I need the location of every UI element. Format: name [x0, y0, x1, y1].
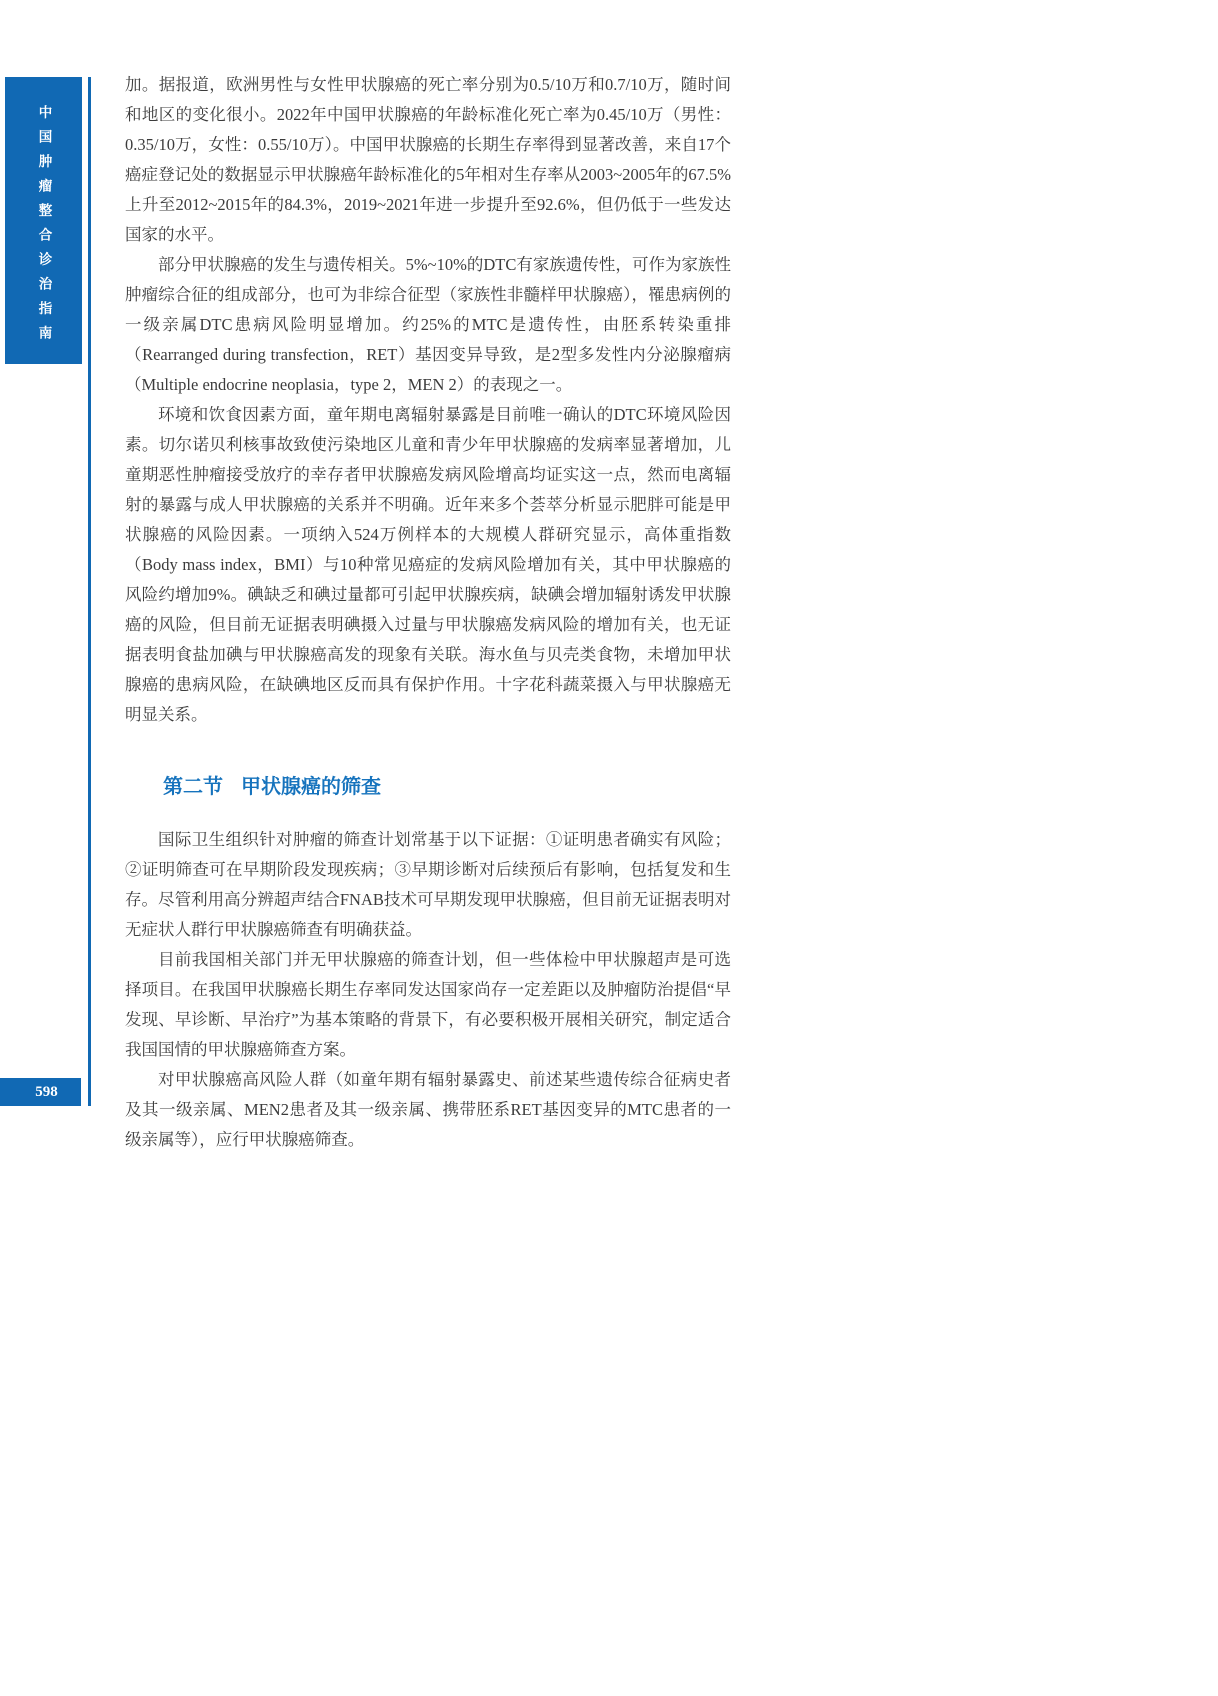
paragraph: 国际卫生组织针对肿瘤的筛查计划常基于以下证据：①证明患者确实有风险；②证明筛查可在早期阶段发现疾病；③早期诊断对后续预后有影响，包括复发和生存。尽管利用高分辨超声结合FNAB技术可早期发现甲状腺癌，但目前无证据表明对无症状人群行甲状腺癌筛查有明确获益。 [125, 830, 731, 939]
paragraph: 部分甲状腺癌的发生与遗传相关。5%~10%的DTC有家族遗传性，可作为家族性肿瘤综合征的组成部分，也可为非综合征型（家族性非髓样甲状腺癌），罹患病例的一级亲属DTC患病风险明显增加。约25%的MTC是遗传性，由胚系转染重排（Rearranged during transfection，RET）基因变异导致，是2型多发性内分泌腺瘤病（Multiple endocrine neoplasia，type 2，MEN 2）的表现之一。 [125, 255, 731, 394]
section-title: 甲状腺癌的筛查 [241, 776, 381, 798]
section-number: 第二节 [163, 776, 223, 798]
book-spine-title: 中国肿瘤整合诊治指南 [36, 105, 52, 350]
page-number-badge: 598 [0, 1078, 81, 1106]
paragraph: 对甲状腺癌高风险人群（如童年期有辐射暴露史、前述某些遗传综合征病史者及其一级亲属、MEN2患者及其一级亲属、携带胚系RET基因变异的MTC患者的一级亲属等），应行甲状腺癌筛查。 [125, 1070, 731, 1149]
margin-divider-line [88, 77, 91, 1106]
paragraph: 加。据报道，欧洲男性与女性甲状腺癌的死亡率分别为0.5/10万和0.7/10万，随时间和地区的变化很小。2022年中国甲状腺癌的年龄标准化死亡率为0.45/10万（男性：0.35/10万，女性：0.55/10万）。中国甲状腺癌的长期生存率得到显著改善，来自17个癌症登记处的数据显示甲状腺癌年龄标准化的5年相对生存率从2003~2005年的67.5%上升至2012~2015年的84.3%，2019~2021年进一步提升至92.6%，但仍低于一些发达国家的水平。 [125, 75, 731, 244]
paragraph: 环境和饮食因素方面，童年期电离辐射暴露是目前唯一确认的DTC环境风险因素。切尔诺贝利核事故致使污染地区儿童和青少年甲状腺癌的发病率显著增加，儿童期恶性肿瘤接受放疗的幸存者甲状腺癌发病风险增高均证实这一点，然而电离辐射的暴露与成人甲状腺癌的关系并不明确。近年来多个荟萃分析显示肥胖可能是甲状腺癌的风险因素。一项纳入524万例样本的大规模人群研究显示，高体重指数（Body mass index，BMI）与10种常见癌症的发病风险增加有关，其中甲状腺癌的风险约增加9%。碘缺乏和碘过量都可引起甲状腺疾病，缺碘会增加辐射诱发甲状腺癌的风险，但目前无证据表明碘摄入过量与甲状腺癌发病风险的增加有关，也无证据表明食盐加碘与甲状腺癌高发的现象有关联。海水鱼与贝壳类食物，未增加甲状腺癌的患病风险，在缺碘地区反而具有保护作用。十字花科蔬菜摄入与甲状腺癌无明显关系。 [125, 405, 731, 724]
book-spine-banner [5, 77, 82, 364]
main-text-column [125, 70, 731, 1155]
section-heading [125, 775, 731, 799]
paragraph: 目前我国相关部门并无甲状腺癌的筛查计划，但一些体检中甲状腺超声是可选择项目。在我国甲状腺癌长期生存率同发达国家尚存一定差距以及肿瘤防治提倡“早发现、早诊断、早治疗”为基本策略的背景下，有必要积极开展相关研究，制定适合我国国情的甲状腺癌筛查方案。 [125, 950, 731, 1059]
